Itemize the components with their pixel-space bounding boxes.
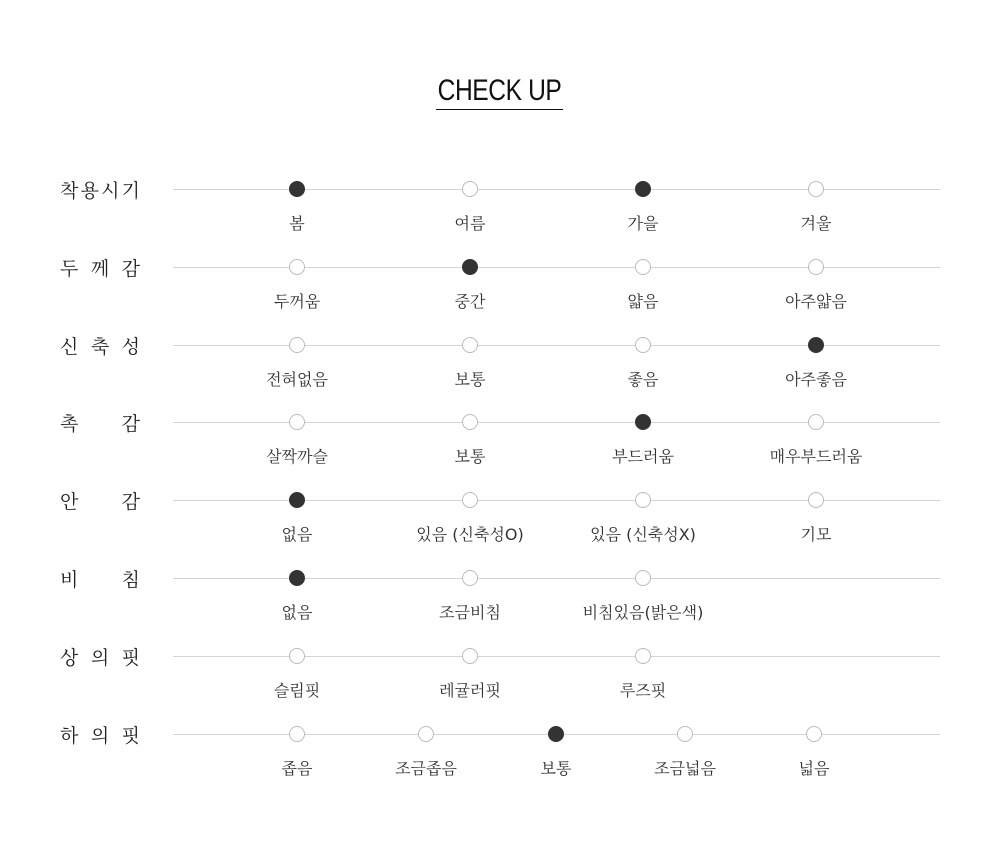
checkup-row (0, 568, 1000, 638)
option-dot (289, 648, 305, 664)
option-dot (462, 337, 478, 353)
option-label: 조금비침 (439, 603, 501, 622)
page-title-wrap (0, 74, 1000, 110)
row-label (60, 256, 140, 278)
row-label-char: 안 (60, 490, 79, 513)
row-label-char: 비 (60, 568, 79, 591)
option-dot (635, 492, 651, 508)
option-dot-selected (289, 181, 305, 197)
option-label: 살짝까슬 (266, 447, 328, 466)
option-label: 보통 (454, 447, 486, 466)
checkup-row (0, 335, 1000, 405)
option-dot (462, 414, 478, 430)
option-dot (289, 726, 305, 742)
option-label: 아주좋음 (785, 370, 847, 389)
option-label: 얇음 (627, 292, 659, 311)
row-label-char: 성 (121, 335, 140, 358)
row-label (60, 489, 140, 511)
option-dot (808, 181, 824, 197)
option-label: 좋음 (627, 370, 659, 389)
row-label-char: 하 (60, 724, 79, 747)
row-label-char: 께 (90, 257, 110, 280)
option-dot (808, 414, 824, 430)
option-dot (462, 181, 478, 197)
checkup-row (0, 412, 1000, 482)
checkup-row (0, 646, 1000, 716)
option-label: 두꺼움 (273, 292, 321, 311)
option-label: 있음 (신축성O) (416, 525, 524, 544)
option-label: 겨울 (800, 214, 832, 233)
checkup-row (0, 257, 1000, 327)
option-label: 레귤러핏 (439, 681, 501, 700)
option-dot (462, 492, 478, 508)
option-dot (808, 492, 824, 508)
row-label-char: 감 (121, 412, 140, 435)
row-label (60, 645, 140, 667)
row-label (60, 178, 140, 200)
option-label: 비침있음(밝은색) (582, 603, 704, 622)
option-label: 좁음 (281, 759, 313, 778)
row-label-char: 시 (101, 179, 120, 202)
option-label: 중간 (454, 292, 486, 311)
option-label: 있음 (신축성X) (590, 525, 696, 544)
row-label-char: 착 (60, 179, 79, 202)
option-dot (418, 726, 434, 742)
option-dot-selected (548, 726, 564, 742)
checkup-row (0, 179, 1000, 249)
option-dot (635, 259, 651, 275)
option-label: 없음 (281, 525, 313, 544)
option-dot (808, 259, 824, 275)
row-label-char: 의 (90, 646, 110, 669)
option-label: 봄 (289, 214, 305, 233)
row-label-char: 기 (121, 179, 140, 202)
option-dot (289, 259, 305, 275)
option-dot (635, 570, 651, 586)
option-label: 여름 (454, 214, 486, 233)
option-dot (289, 414, 305, 430)
row-label (60, 567, 140, 589)
row-label-char: 용 (80, 179, 99, 202)
row-label-char: 촉 (60, 412, 79, 435)
option-label: 보통 (454, 370, 486, 389)
option-label: 조금넓음 (654, 759, 716, 778)
option-label: 슬림핏 (273, 681, 321, 700)
option-label: 기모 (800, 525, 832, 544)
option-dot-selected (289, 492, 305, 508)
option-label: 조금좁음 (395, 759, 457, 778)
option-dot (677, 726, 693, 742)
checkup-row (0, 724, 1000, 794)
row-label-char: 감 (121, 490, 140, 513)
row-label-char: 신 (60, 335, 79, 358)
row-label-char: 상 (60, 646, 79, 669)
row-label-char: 두 (60, 257, 79, 280)
option-dot (462, 570, 478, 586)
checkup-row (0, 490, 1000, 560)
option-dot-selected (462, 259, 478, 275)
row-label-char: 핏 (121, 646, 140, 669)
option-label: 아주얇음 (785, 292, 847, 311)
option-dot (806, 726, 822, 742)
row-label (60, 411, 140, 433)
row-label (60, 334, 140, 356)
row-label-char: 축 (90, 335, 110, 358)
option-dot (635, 337, 651, 353)
option-dot-selected (635, 181, 651, 197)
row-label (60, 723, 140, 745)
option-label: 보통 (540, 759, 572, 778)
option-dot-selected (635, 414, 651, 430)
option-dot-selected (289, 570, 305, 586)
option-label: 넓음 (798, 759, 830, 778)
option-label: 매우부드러움 (769, 447, 863, 466)
row-label-char: 핏 (121, 724, 140, 747)
option-dot (289, 337, 305, 353)
option-label: 부드러움 (612, 447, 674, 466)
page-title: CHECK UP (436, 74, 563, 110)
option-label: 가을 (627, 214, 659, 233)
option-label: 전혀없음 (266, 370, 328, 389)
option-label: 없음 (281, 603, 313, 622)
row-label-char: 침 (121, 568, 140, 591)
option-dot (462, 648, 478, 664)
option-dot (635, 648, 651, 664)
row-label-char: 감 (121, 257, 140, 280)
option-dot-selected (808, 337, 824, 353)
option-label: 루즈핏 (619, 681, 667, 700)
row-label-char: 의 (90, 724, 110, 747)
